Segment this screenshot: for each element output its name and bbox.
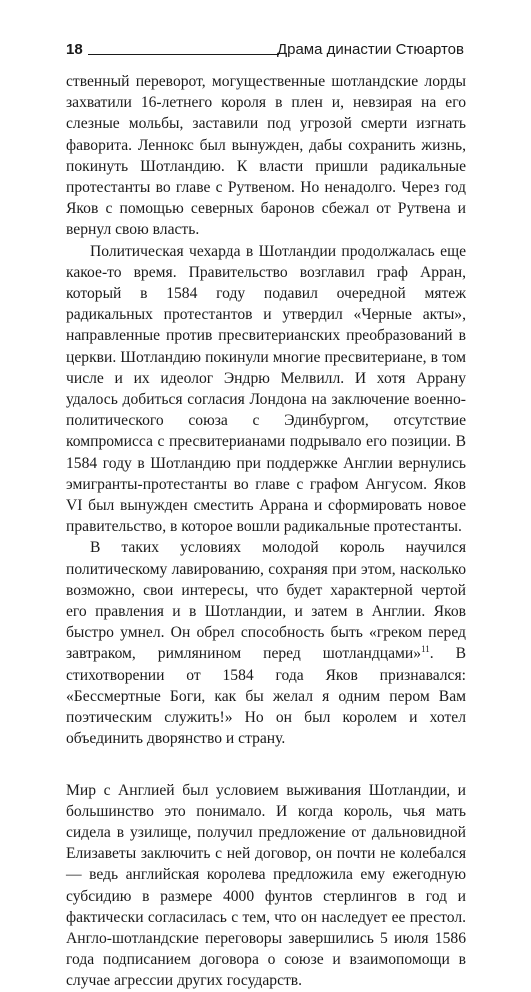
paragraph-political-turmoil: Политическая чехарда в Шотландии продолжалась еще какое-то время. Правительство возглавил граф Арран, который в 1584 году подавил очередной мятеж радикальных протестантов и утвердил «Черные акты», направленные против пресвитерианских преобразований в церкви. Шотландию покинули многие пресвитериане, в том числе и их идеолог Эндрю Мелвилл. И хотя Аррану удалось добиться согласия Лондона на заключение военно-политического союза с Эдинбургом, отсутствие компромисса с пресвитерианами подрывало его позиции. В 1584 году в Шотландию при поддержке Англии вернулись эмигранты-протестанты во главе с графом Ангусом. Яков VI был вынужден сместить Аррана и сформировать новое правительство, в которое вошли радикальные протестанты. — [66, 242, 466, 536]
footnote-marker: 11 — [421, 644, 430, 655]
body-text — [66, 71, 466, 992]
header-rule — [88, 54, 279, 55]
running-header — [66, 40, 464, 62]
section-break — [66, 750, 466, 780]
paragraph-young-king — [66, 537, 466, 749]
paragraph-text: . В стихотворении от 1584 года Яков признавался: «Бессмертные Боги, как бы желал я одним пером Вам поэтическим служить!» Но он был королем и хотел объединить дворянство и страну. — [66, 645, 467, 748]
paragraph-peace-with-england: Мир с Англией был условием выживания Шотландии, и большинство это понимало. И когда король, чья мать сидела в узилище, получил предложение от дальновидной Елизаветы заключить с ней договор, он почти не колебался — ведь английская королева предложила ему ежегодную субсидию в размере 4000 фунтов стерлингов в год и фактически согласилась с тем, что он наследует ее престол. Англо-шотландские переговоры завершились 5 июля 1586 года подписанием договора о союзе и взаимопомощи в случае агрессии других государств. — [66, 781, 466, 990]
page-number: 18 — [66, 41, 83, 58]
paragraph-continued: ственный переворот, могущественные шотландские лорды захватили 16-летнего короля в плен и, невзирая на его слезные мольбы, заставили под угрозой смерти изгнать фаворита. Леннокс был вынужден, дабы сохранить жизнь, покинуть Шотландию. К власти пришли радикальные протестанты во главе с Рутвеном. Но ненадолго. Через год Яков с помощью северных баронов сбежал от Рутвена и вернул свою власть. — [66, 73, 466, 239]
running-title: Драма династии Стюартов — [276, 41, 464, 58]
paragraph-text: В таких условиях молодой король научился политическому лавированию, сохраняя при этом, насколько возможно, свои интересы, что будет характерной чертой его правления и в Шотландии, и затем в Англии. Яков быстро умнел. Он обрел способность быть «греком перед завтраком, римлянином перед шотландцами» — [66, 539, 466, 663]
